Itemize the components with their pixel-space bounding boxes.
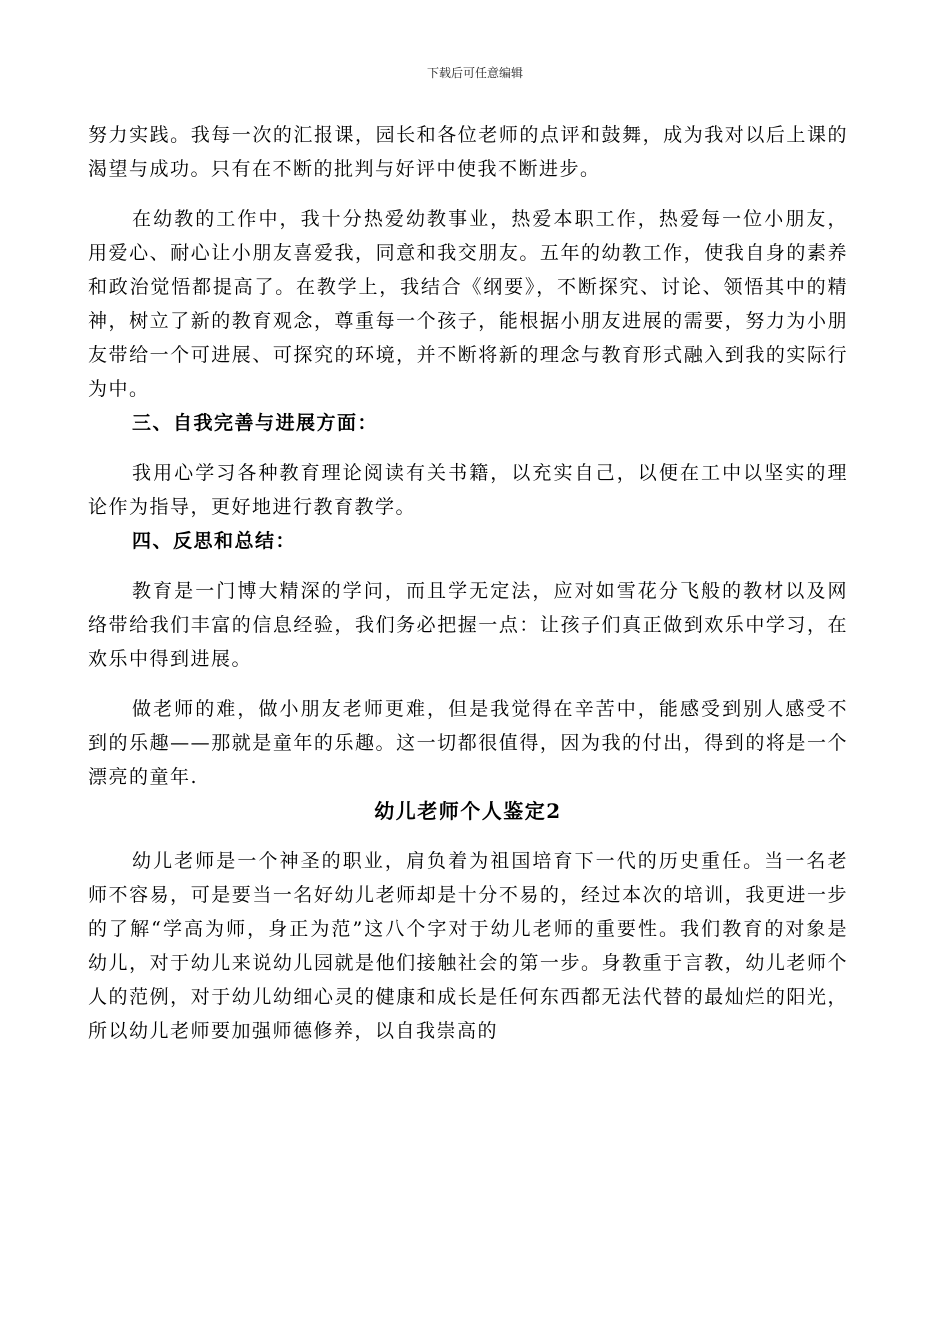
section-title: 幼儿老师个人鉴定2	[374, 799, 562, 823]
document-body	[88, 118, 848, 1048]
page-header-note: 下载后可任意编辑	[426, 66, 523, 80]
section-heading-3: 三、自我完善与进展方面：	[132, 412, 379, 434]
paragraph-5: 做老师的难，做小朋友老师更难，但是我觉得在辛苦中，能感受到别人感受不到的乐趣——那就是童年的乐趣。这一切都很值得，因为我的付出，得到的将是一个漂亮的童年.	[88, 698, 848, 788]
section-heading-4: 四、反思和总结：	[132, 530, 297, 552]
paragraph-6: 幼儿老师是一个神圣的职业，肩负着为祖国培育下一代的历史重任。当一名老师不容易，可是要当一名好幼儿老师却是十分不易的，经过本次的培训，我更进一步的了解“学高为师，身正为范”这八个字对于幼儿老师的重要性。我们教育的对象是幼儿，对于幼儿来说幼儿园就是他们接触社会的第一步。身教重于言教，幼儿老师个人的范例，对于幼儿幼细心灵的健康和成长是任何东西都无法代替的最灿烂的阳光，所以幼儿老师要加强师德修养，以自我崇高的	[88, 850, 848, 1042]
paragraph-4: 教育是一门博大精深的学问，而且学无定法，应对如雪花分飞般的教材以及网络带给我们丰富的信息经验，我们务必把握一点：让孩子们真正做到欢乐中学习，在欢乐中得到进展。	[88, 580, 848, 670]
paragraph-3: 我用心学习各种教育理论阅读有关书籍，以充实自己，以便在工中以坚实的理论作为指导，更好地进行教育教学。	[88, 462, 848, 518]
paragraph-2: 在幼教的工作中，我十分热爱幼教事业，热爱本职工作，热爱每一位小朋友，用爱心、耐心让小朋友喜爱我，同意和我交朋友。五年的幼教工作，使我自身的素养和政治觉悟都提高了。在教学上，我结合《纲要》，不断探究、讨论、领悟其中的精神，树立了新的教育观念，尊重每一个孩子，能根据小朋友进展的需要，努力为小朋友带给一个可进展、可探究的环境，并不断将新的理念与教育形式融入到我的实际行为中。	[88, 208, 848, 400]
paragraph-1: 努力实践。我每一次的汇报课，园长和各位老师的点评和鼓舞，成为我对以后上课的渴望与成功。只有在不断的批判与好评中使我不断进步。	[88, 124, 848, 180]
